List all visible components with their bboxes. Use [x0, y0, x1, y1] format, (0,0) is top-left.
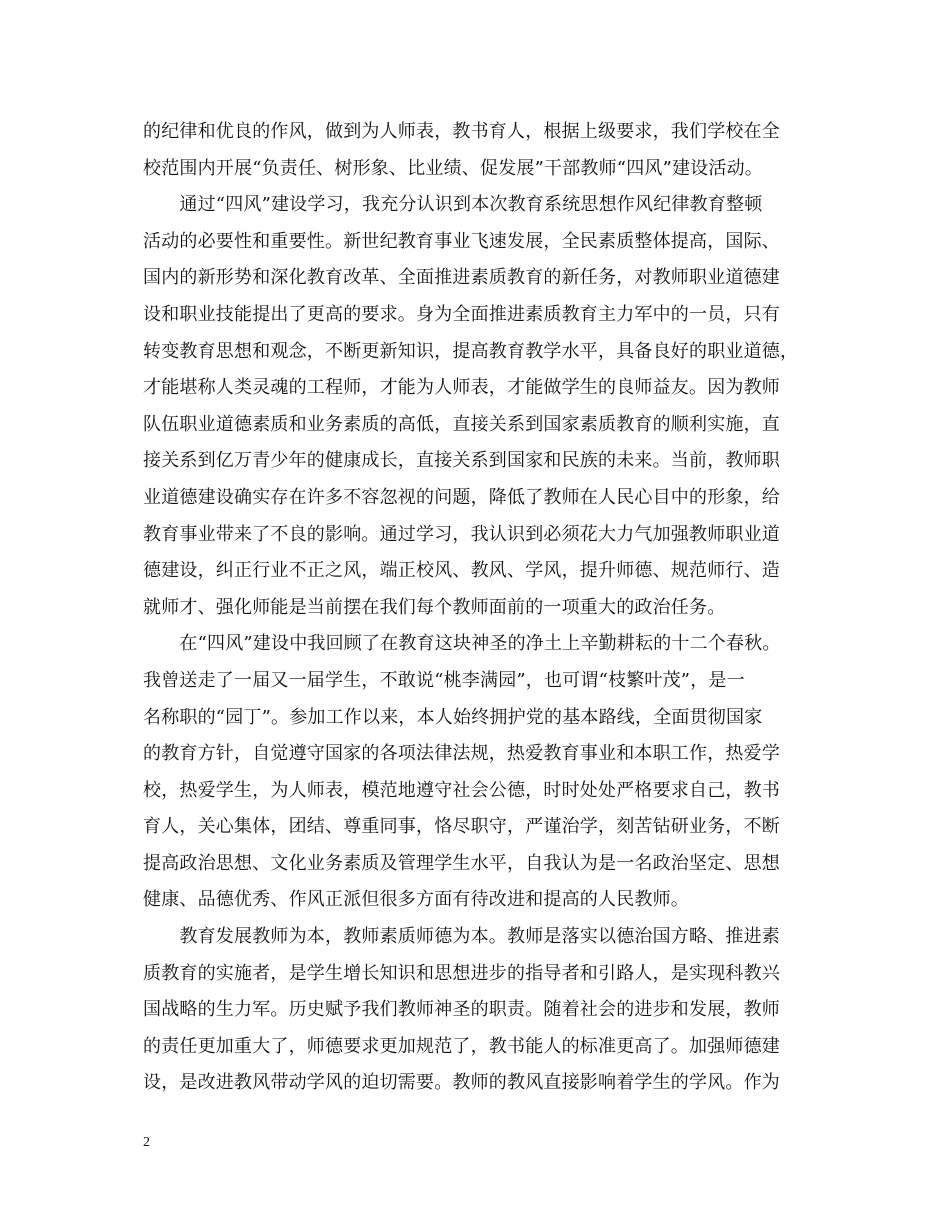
page-number: 2 — [143, 1135, 150, 1150]
text-line: 质教育的实施者，是学生增长知识和思想进步的指导者和引路人，是实现科教兴 — [143, 962, 780, 984]
text-line: 提高政治思想、文化业务素质及管理学生水平，自我认为是一名政治坚定、思想 — [143, 852, 780, 874]
text-line: 才能堪称人类灵魂的工程师，才能为人师表，才能做学生的良师益友。因为教师 — [143, 377, 780, 399]
text-line: 国战略的生力军。历史赋予我们教师神圣的职责。随着社会的进步和发展，教师 — [143, 999, 780, 1021]
text-line: 设，是改进教风带动学风的迫切需要。教师的教风直接影响着学生的学风。作为 — [143, 1072, 780, 1094]
document-body — [143, 114, 823, 1102]
text-line: 的教育方针，自觉遵守国家的各项法律法规，热爱教育事业和本职工作，热爱学 — [143, 743, 780, 765]
text-line: 的责任更加重大了，师德要求更加规范了，教书能人的标准更高了。加强师德建 — [143, 1035, 780, 1057]
text-line: 教育事业带来了不良的影响。通过学习，我认识到必须花大力气加强教师职业道 — [143, 523, 780, 545]
text-line: 我曾送走了一届又一届学生，不敢说“桃李满园”，也可谓“枝繁叶茂”，是一 — [143, 669, 745, 691]
text-line: 校范围内开展“负责任、树形象、比业绩、促发展”干部教师“四风”建设活动。 — [143, 157, 764, 179]
text-line: 队伍职业道德素质和业务素质的高低，直接关系到国家素质教育的顺利实施，直 — [143, 413, 780, 435]
text-line: 国内的新形势和深化教育改革、全面推进素质教育的新任务，对教师职业道德建 — [143, 267, 780, 289]
text-line: 校，热爱学生，为人师表，模范地遵守社会公德，时时处处严格要求自己，教书 — [143, 779, 780, 801]
text-line: 教育发展教师为本，教师素质师德为本。教师是落实以德治国方略、推进素 — [143, 926, 780, 948]
text-line: 在“四风”建设中我回顾了在教育这块神圣的净土上辛勤耕耘的十二个春秋。 — [143, 633, 781, 655]
text-line: 转变教育思想和观念，不断更新知识，提高教育教学水平，具备良好的职业道德， — [143, 340, 799, 362]
text-line: 通过“四风”建设学习，我充分认识到本次教育系统思想作风纪律教育整顿 — [143, 194, 763, 216]
text-line: 育人，关心集体，团结、尊重同事，恪尽职守，严谨治学，刻苦钻研业务，不断 — [143, 816, 780, 838]
text-line: 的纪律和优良的作风，做到为人师表，教书育人，根据上级要求，我们学校在全 — [143, 121, 780, 142]
text-line: 设和职业技能提出了更高的要求。身为全面推进素质教育主力军中的一员，只有 — [143, 303, 780, 325]
text-line: 活动的必要性和重要性。新世纪教育事业飞速发展，全民素质整体提高，国际、 — [143, 230, 780, 252]
text-line: 就师才、强化师能是当前摆在我们每个教师面前的一项重大的政治任务。 — [143, 596, 726, 618]
text-line: 业道德建设确实存在许多不容忽视的问题，降低了教师在人民心目中的形象，给 — [143, 486, 780, 508]
text-line: 接关系到亿万青少年的健康成长，直接关系到国家和民族的未来。当前，教师职 — [143, 450, 780, 472]
text-line: 德建设，纠正行业不正之风，端正校风、教风、学风，提升师德、规范师行、造 — [143, 560, 780, 582]
text-line: 名称职的“园丁”。参加工作以来，本人始终拥护党的基本路线，全面贯彻国家 — [143, 706, 763, 728]
text-line: 健康、品德优秀、作风正派但很多方面有待改进和提高的人民教师。 — [143, 889, 689, 911]
